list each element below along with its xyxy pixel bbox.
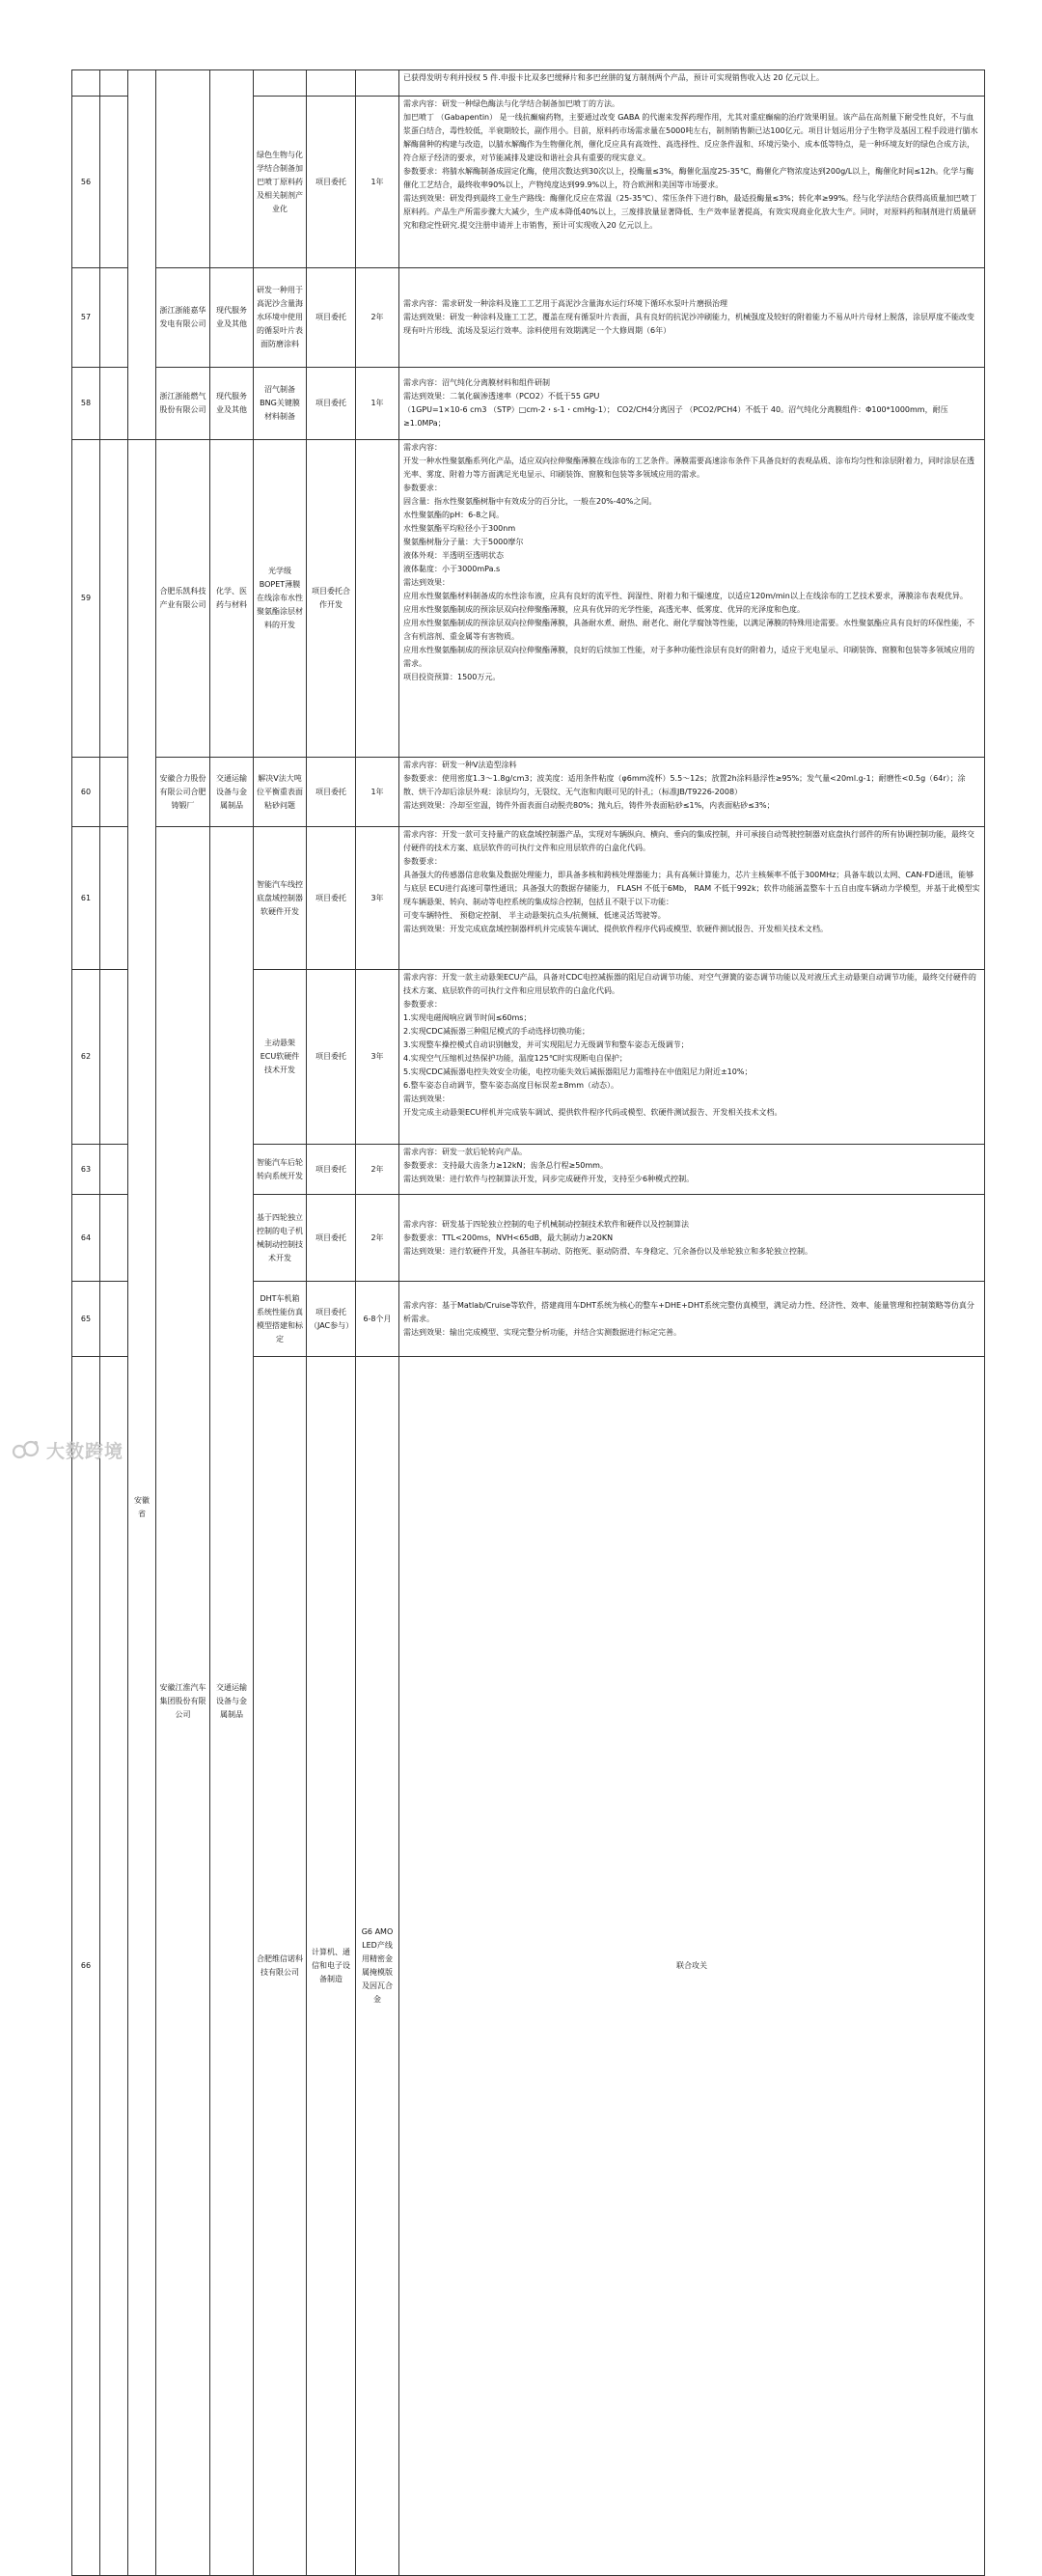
project-cell: 主动悬架ECU软硬件技术开发 bbox=[254, 970, 307, 1145]
project-cell: 解决V法大吨位平衡重表面粘砂问题 bbox=[254, 758, 307, 827]
project-cell: 光学级BOPET薄膜在线涂布水性聚氨酯涂层材料的开发 bbox=[254, 440, 307, 758]
blank-cell bbox=[100, 827, 128, 970]
requirement-line: 5.实现CDC减振器电控失效安全功能，电控功能失效后减振器阻尼力需维持在中值阻尼力附近±10%； bbox=[403, 1067, 753, 1076]
company-cell: 合肥维信诺科技有限公司 bbox=[254, 1357, 307, 2576]
requirement-line: 需达到效果：进行软件与控制算法开发，同步完成硬件开发，支持至少6种模式控制。 bbox=[403, 1175, 695, 1183]
requirement-line: 3.实现整车操控模式自动识别触发，并可实现阻尼力无级调节和整车姿态无级调节； bbox=[403, 1040, 689, 1049]
watermark bbox=[12, 1432, 123, 1467]
province-cell: 安徽省 bbox=[128, 440, 156, 2576]
period-cell bbox=[356, 440, 399, 758]
field-cell: 交通运输设备与金属制品 bbox=[210, 827, 254, 2576]
requirement-line: 应用水性聚氨酯制成的预涂层双向拉伸聚酯薄膜，应具有优异的光学性能，高透光率、低雾度、优异的光泽度和色度。 bbox=[403, 605, 805, 614]
period-cell: 2年 bbox=[356, 268, 399, 368]
project-cell: 基于四轮独立控制的电子机械制动控制技术开发 bbox=[254, 1195, 307, 1282]
requirement-line: 参数要求：支持最大齿条力≥12kN；齿条总行程≥50mm。 bbox=[403, 1161, 608, 1170]
company-cell: 浙江浙能嘉华发电有限公司 bbox=[156, 268, 210, 368]
requirement-line: 需达到效果：研发得到最终工业生产路线：酶催化反应在常温（25-35℃）、常压条件下进行8h，最适投酶量≤3%；转化率≥99%。经与化学法结合获得高质量加巴喷丁原料药。产品生产所需步骤大大减少，生产成本降低40%以上，三废排放量显著降低、生产效率显著提高，有效实现商业化放大生产。同时，对原料药和制剂进行质量研究和稳定性研究.提交注册申请并上市销售，预计可实现收入20 亿元以上。 bbox=[403, 194, 977, 230]
row-number: 58 bbox=[72, 368, 100, 440]
requirement-line: 需达到效果： bbox=[403, 1094, 450, 1103]
requirement-line: 应用水性聚氨酯材料制备成的水性涂布液，应具有良好的流平性、润湿性、附着力和干燥速度，以适应120m/min以上在线涂布的工艺技术要求，薄膜涂布表观优异。 bbox=[403, 592, 968, 600]
province-cell bbox=[128, 70, 156, 440]
requirement-cell bbox=[399, 758, 985, 827]
requirement-line: 2.实现CDC减振器三种阻尼模式的手动选择切换功能； bbox=[403, 1027, 590, 1036]
requirement-line: 需达到效果：研发一种涂料及施工工艺，覆盖在现有循泵叶片表面，具有良好的抗泥沙冲刷能力，机械强度及较好的附着能力不易从叶片母材上脱落，涂层厚度不能改变现有叶片形线、流场及泵运行效率。涂料使用有效期满足一个大修周期（6年） bbox=[403, 313, 974, 335]
company-cell: 安徽江淮汽车集团股份有限公司 bbox=[156, 827, 210, 2576]
period-cell: 1年 bbox=[356, 368, 399, 440]
requirement-cell bbox=[399, 970, 985, 1145]
requirement-line: 1.实现电磁阀响应调节时间≤60ms； bbox=[403, 1013, 532, 1022]
requirement-line: 需求内容：研发基于四轮独立控制的电子机械制动控制技术软件和硬件以及控制算法 bbox=[403, 1219, 689, 1229]
requirement-line: 需求内容：基于Matlab/Cruise等软件，搭建商用车DHT系统为核心的整车+DHE+DHT系统完整仿真模型，满足动力性、经济性、效率、能量管理和控制策略等仿真分析需求。 bbox=[403, 1300, 974, 1323]
requirement-cell bbox=[399, 1195, 985, 1282]
field-cell: 计算机、通信和电子设备制造 bbox=[307, 1357, 356, 2576]
requirement-line: 参数要求：TTL<200ms，NVH<65dB，最大制动力≥20KN bbox=[403, 1233, 614, 1242]
row-number: 64 bbox=[72, 1195, 100, 1282]
requirement-line: 需达到效果：冷却至室温，铸件外面表面自动脱壳80%；抛丸后，铸件外表面粘砂≤1%，内表面粘砂≤3%； bbox=[403, 801, 775, 810]
field-cell: 交通运输设备与金属制品 bbox=[210, 758, 254, 827]
requirement-line: 参数要求： bbox=[403, 857, 442, 866]
period-cell bbox=[356, 70, 399, 97]
table-row bbox=[72, 368, 985, 440]
project-cell: 研发一种用于高泥沙含量海水环境中使用的循泵叶片表面防磨涂料 bbox=[254, 268, 307, 368]
row-number: 66 bbox=[72, 1357, 100, 2576]
requirement-line: 需求内容：研发一种绿色酶法与化学结合制备加巴喷丁的方法。 bbox=[403, 99, 619, 108]
company-cell: 安徽合力股份有限公司合肥铸锻厂 bbox=[156, 758, 210, 827]
row-number: 61 bbox=[72, 827, 100, 970]
mode-cell: 项目委托合作开发 bbox=[307, 440, 356, 758]
requirement-line: 需求内容：需求研发一种涂料及施工工艺用于高泥沙含量海水运行环境下循环水泵叶片磨损治理 bbox=[403, 299, 727, 308]
mode-cell: 项目委托 bbox=[307, 1195, 356, 1282]
requirement-line: 开发一种水性聚氨酯系列化产品，适应双向拉伸聚酯薄膜在线涂布的工艺条件。薄膜需要高速涂布条件下具备良好的表观品质、涂布均匀性和涂层附着力，同时涂层在透光率、雾度、附着力等方面满足光电显示、印刷装饰、窗膜和包装等多领域应用的需求。 bbox=[403, 457, 974, 479]
mode-cell: 项目委托（JAC参与） bbox=[307, 1282, 356, 1357]
row-number: 57 bbox=[72, 268, 100, 368]
requirement-cell bbox=[399, 70, 985, 97]
row-number: 60 bbox=[72, 758, 100, 827]
requirement-line: 已获得发明专利并授权 5 件.申报卡比双多巴缓释片和多巴丝肼的复方制剂两个产品，预计可实现销售收入达 20 亿元以上。 bbox=[403, 73, 824, 82]
company-cell bbox=[156, 70, 210, 268]
requirement-cell bbox=[399, 268, 985, 368]
blank-cell bbox=[100, 1145, 128, 1195]
requirement-cell bbox=[399, 1145, 985, 1195]
project-cell: 绿色生物与化学结合制备加巴喷丁原料药及相关制剂产业化 bbox=[254, 97, 307, 268]
requirements-table-page bbox=[71, 69, 984, 2576]
requirement-line: 6.整车姿态自动调节，整车姿态高度目标误差±8mm（动态）。 bbox=[403, 1081, 619, 1090]
period-cell: 3年 bbox=[356, 827, 399, 970]
period-cell: 2年 bbox=[356, 1195, 399, 1282]
table-row bbox=[72, 268, 985, 368]
requirement-line: 参数要求： bbox=[403, 1000, 442, 1009]
requirement-line: 应用水性聚氨酯制成的预涂层双向拉伸聚酯薄膜，良好的后续加工性能，对于多种功能性涂层有良好的附着力，适应于光电显示、印刷装饰、窗膜和包装等多领域应用的需求。 bbox=[403, 646, 974, 668]
field-cell: 现代服务业及其他 bbox=[210, 368, 254, 440]
project-cell: G6 AMO LED产线用精密金属掩模版及因瓦合金 bbox=[356, 1357, 399, 2576]
mode-cell: 联合攻关 bbox=[399, 1357, 985, 2576]
requirement-line: 需达到效果：输出完成模型、实现完整分析功能，并结合实测数据进行标定完善。 bbox=[403, 1327, 681, 1337]
blank-cell bbox=[100, 970, 128, 1145]
requirement-line: 参数要求：将腈水解酶制备成固定化酶，使用次数达到30次以上，投酶量≤3%，酶催化温度25-35℃，酶催化产物浓度达到200g/L以上，酶催化时间≤12h。化学与酶催化工艺结合，最终收率90%以上，产物纯度达到99.9%以上，符合欧洲和美国等市场要求。 bbox=[403, 167, 974, 189]
blank-cell bbox=[100, 1195, 128, 1282]
requirement-line: 需求内容：沼气纯化分离膜材料和组件研制 bbox=[403, 378, 550, 387]
requirement-line: 液体黏度：小于3000mPa.s bbox=[403, 565, 501, 573]
requirement-line: 应用水性聚氨酯制成的预涂层双向拉伸聚酯薄膜，具备耐水煮、耐热、耐老化、耐化学腐蚀等性能，以满足薄膜的特殊用途需要。水性聚氨酯应具有良好的环保性能，不含有机溶剂、重金属等有害物质。 bbox=[403, 619, 974, 641]
requirement-line: 需求内容： bbox=[403, 443, 442, 452]
table-row bbox=[72, 827, 985, 970]
mode-cell: 项目委托 bbox=[307, 970, 356, 1145]
mode-cell: 项目委托 bbox=[307, 1145, 356, 1195]
period-cell: 3年 bbox=[356, 970, 399, 1145]
table-row bbox=[72, 440, 985, 758]
blank-cell bbox=[100, 1357, 128, 2576]
requirement-line: 需达到效果：进行软硬件开发，具备驻车制动、防抱死、驱动防滑、车身稳定、冗余备份以及单轮独立和多轮独立控制。 bbox=[403, 1246, 812, 1256]
requirement-line: 需达到效果：开发完成底盘域控制器样机并完成装车调试、提供软件程序代码或模型、软硬件测试报告、开发相关技术文档。 bbox=[403, 925, 828, 933]
requirement-line: 开发完成主动悬架ECU样机并完成装车调试、提供软件程序代码或模型、软硬件测试报告、开发相关技术文档。 bbox=[403, 1108, 782, 1117]
requirement-line: 需达到效果： bbox=[403, 578, 450, 587]
company-cell: 合肥乐凯科技产业有限公司 bbox=[156, 440, 210, 758]
blank-cell bbox=[100, 97, 128, 268]
period-cell: 1年 bbox=[356, 97, 399, 268]
row-number: 62 bbox=[72, 970, 100, 1145]
requirement-line: 具备强大的传感器信息收集及数据处理能力，即具备多核和跨核处理器能力；具有高频计算能力，芯片主核频率不低于300MHz；具备车载以太网、CAN-FD通讯，能够与底层 ECU进行高速可靠性通讯；具备强大的数据存储能力， FLASH 不低于6Mb， RAM 不低于992k；软件功能涵盖整车十五自由度车辆动力学模型，并基于此模型实现车辆悬架、转向、制动等电控系统的集成综合控制，包括且不限于以下功能： bbox=[403, 871, 980, 906]
blank-cell bbox=[100, 1282, 128, 1357]
row-number: 59 bbox=[72, 440, 100, 758]
blank-cell bbox=[100, 368, 128, 440]
blank-cell bbox=[100, 758, 128, 827]
blank-cell bbox=[100, 70, 128, 97]
requirement-line: 参数要求： bbox=[403, 484, 442, 492]
requirement-line: 液体外观：半透明至透明状态 bbox=[403, 551, 504, 560]
requirement-line: 需达到效果：二氧化碳渗透速率（PCO2）不低于55 GPU bbox=[403, 392, 600, 401]
requirement-line: 需求内容：研发一款后轮转向产品。 bbox=[403, 1148, 527, 1156]
period-cell: 2年 bbox=[356, 1145, 399, 1195]
mode-cell: 项目委托 bbox=[307, 97, 356, 268]
watermark-text: 大数跨境 bbox=[46, 1440, 124, 1462]
requirement-cell bbox=[399, 827, 985, 970]
period-cell: 6-8个月 bbox=[356, 1282, 399, 1357]
project-cell: 沼气制备BNG关键膜材料制备 bbox=[254, 368, 307, 440]
mode-cell: 项目委托 bbox=[307, 368, 356, 440]
mode-cell bbox=[307, 70, 356, 97]
requirement-line: 固含量：指水性聚氨酯树脂中有效成分的百分比，一般在20%-40%之间。 bbox=[403, 497, 657, 506]
company-cell: 浙江浙能燃气股份有限公司 bbox=[156, 368, 210, 440]
requirement-cell bbox=[399, 368, 985, 440]
requirement-cell bbox=[399, 1282, 985, 1357]
requirement-line: 参数要求：使用密度1.3～1.8g/cm3；波美度：适用条件粘度（φ6mm流杯）5.5～12s；放置2h涂料悬浮性≥95%；发气量<20ml.g-1；耐磨性<0.5g（64r）；涂散、烘干冷却后涂层外观：涂层均匀，无裂纹、无气泡和肉眼可见的针孔；（标准JB/T9226-2008） bbox=[403, 774, 966, 796]
field-cell: 现代服务业及其他 bbox=[210, 268, 254, 368]
project-cell: DHT车机箱系统性能仿真模型搭建和标定 bbox=[254, 1282, 307, 1357]
mode-cell: 项目委托 bbox=[307, 827, 356, 970]
requirement-line: 可变车辆特性、 预稳定控制、 半主动悬架抗点头/抗侧倾、低速灵活驾驶等。 bbox=[403, 911, 666, 920]
mode-cell: 项目委托 bbox=[307, 268, 356, 368]
requirement-line: 项目投资预算：1500万元。 bbox=[403, 673, 501, 681]
requirement-line: 需求内容：开发一款主动悬架ECU产品，具备对CDC电控减振器的阻尼自动调节功能、对空气弹簧的姿态调节功能以及对液压式主动悬架自动调节功能，最终交付硬件的技术方案、底层软件的可执行文件和应用层软件的白盒化代码。 bbox=[403, 973, 976, 995]
table-row bbox=[72, 70, 985, 97]
field-cell: 化学、医药与材料 bbox=[210, 440, 254, 758]
project-cell: 智能汽车后轮转向系统开发 bbox=[254, 1145, 307, 1195]
brand-logo-icon bbox=[12, 1439, 41, 1460]
row-number bbox=[72, 70, 100, 97]
requirement-cell bbox=[399, 440, 985, 758]
requirement-line: 需求内容：研发一种V法造型涂料 bbox=[403, 761, 517, 769]
project-cell: 智能汽车线控底盘域控制器软硬件开发 bbox=[254, 827, 307, 970]
field-cell bbox=[210, 70, 254, 268]
requirements-table bbox=[71, 69, 985, 2576]
row-number: 65 bbox=[72, 1282, 100, 1357]
period-cell: 1年 bbox=[356, 758, 399, 827]
requirement-line: （1GPU=1×10-6 cm3 （STP）□cm-2・s-1・cmHg-1）； CO2/CH4分离因子 （PCO2/PCH4）不低于 40。沼气纯化分离膜组件：Φ100*1000mm，耐压≥1.0MPa； bbox=[403, 405, 948, 428]
row-number: 56 bbox=[72, 97, 100, 268]
requirement-line: 加巴喷丁 （Gabapentin） 是一线抗癫痫药物，主要通过改变 GABA 的代谢来发挥药理作用，尤其对重症癫痫的治疗效果明显。该产品在高剂量下耐受性良好，不与血浆蛋白结合，毒性较低，半衰期较长，副作用小。目前，原料药市场需求量在5000吨左右，制剂销售额已达100亿元。项目计划运用分子生物学及基因工程手段进行腈水解酶菌种的构建与改造，以腈水解酶作为生物催化剂，催化反应具有高效性、高选择性、反应条件温和、环境污染小、成本低等特点，是一种环境友好的绿色合成方法，符合原子经济的要求，对节能减排及建设和谐社会具有重要的现实意义。 bbox=[403, 113, 978, 162]
row-number: 63 bbox=[72, 1145, 100, 1195]
requirement-line: 水性聚氨酯的pH：6-8之间。 bbox=[403, 511, 505, 519]
project-cell bbox=[254, 70, 307, 97]
blank-cell bbox=[100, 268, 128, 368]
requirement-line: 聚氨酯树脂分子量：大于5000摩尔 bbox=[403, 538, 524, 546]
requirement-line: 4.实现空气压缩机过热保护功能，温度125℃时实现断电自保护； bbox=[403, 1054, 627, 1063]
requirement-cell bbox=[399, 97, 985, 268]
blank-cell bbox=[100, 440, 128, 758]
table-row bbox=[72, 758, 985, 827]
mode-cell: 项目委托 bbox=[307, 758, 356, 827]
requirement-line: 需求内容：开发一款可支持量产的底盘域控制器产品，实现对车辆纵向、横向、垂向的集成控制，并可承接自动驾驶控制器对底盘执行部件的所有协调控制功能，最终交付硬件的技术方案、底层软件的可执行文件和应用层软件的白盒化代码。 bbox=[403, 830, 974, 852]
requirement-line: 水性聚氨酯平均粒径小于300nm bbox=[403, 524, 516, 533]
